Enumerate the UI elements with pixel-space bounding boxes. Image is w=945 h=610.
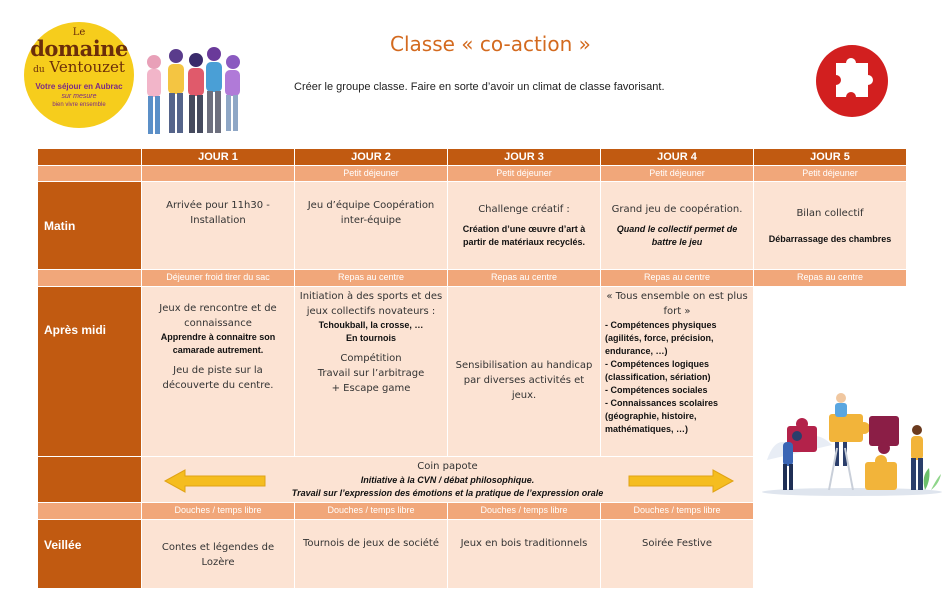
coin-papote-line: Travail sur l’expression des émotions et la pratique de l’expression orale — [291, 488, 604, 498]
meal-label-empty — [38, 503, 142, 520]
activity-title: Travail sur l’arbitrage — [317, 368, 425, 379]
apres-midi-day1 — [142, 287, 295, 457]
row-label-apres-midi: Après midi — [38, 287, 142, 457]
logo-line: sur mesure — [61, 93, 97, 100]
apres-midi-day4 — [601, 287, 754, 457]
matin-day4 — [601, 182, 754, 270]
meal-label-empty — [38, 270, 142, 287]
header-corner — [38, 149, 142, 166]
activity-title: Bilan collectif — [796, 207, 864, 219]
veillee-day2 — [295, 520, 448, 589]
activity-text: Jeu d’équipe Coopération inter-équipe — [307, 200, 435, 226]
breakfast-cell — [142, 166, 295, 182]
row-label-empty — [38, 457, 142, 503]
lunch-cell: Repas au centre — [601, 270, 754, 287]
veillee-day3 — [448, 520, 601, 589]
lunch-cell: Déjeuner froid tirer du sac — [142, 270, 295, 287]
activity-text: Jeux en bois traditionnels — [460, 538, 588, 549]
coin-papote-line: Initiative à la CVN / débat philosophique. — [360, 475, 535, 485]
logo-line: domaine — [30, 36, 128, 61]
arrow-right-icon — [627, 468, 735, 494]
page-subtitle: Créer le groupe classe. Faire en sorte d’avoir un climat de classe favorisant. — [294, 81, 665, 93]
showers-cell: Douches / temps libre — [601, 503, 754, 520]
activity-title: Initiation à des sports et des jeux collectifs novateurs : — [299, 291, 443, 317]
page-title: Classe « co-action » — [390, 32, 591, 56]
logo-line: Le — [72, 27, 86, 38]
logo-line: Votre séjour en Aubrac — [35, 82, 123, 91]
puzzle-team-illustration — [757, 390, 943, 496]
apres-midi-day3 — [448, 287, 601, 457]
activity-detail: Création d’une œuvre d’art à partir de matériaux recyclés. — [462, 224, 586, 247]
day-header: JOUR 2 — [295, 149, 448, 166]
row-label-veillee: Veillée — [38, 520, 142, 589]
arrow-left-icon — [163, 468, 267, 494]
showers-cell: Douches / temps libre — [448, 503, 601, 520]
lunch-cell: Repas au centre — [754, 270, 907, 287]
list-item: - Connaissances scolaires (géographie, histoire, mathématiques, …) — [605, 398, 719, 434]
row-label-matin: Matin — [38, 182, 142, 270]
matin-day1 — [142, 182, 295, 270]
logo-line: du Ventouzet — [33, 58, 125, 76]
list-item: - Compétences physiques (agilités, force, précision, endurance, …) — [605, 320, 717, 356]
matin-day2 — [295, 182, 448, 270]
people-illustration — [138, 44, 250, 138]
activity-title: Grand jeu de coopération. — [611, 204, 743, 215]
logo — [24, 22, 134, 128]
showers-cell: Douches / temps libre — [295, 503, 448, 520]
breakfast-cell: Petit déjeuner — [601, 166, 754, 182]
lunch-cell: Repas au centre — [295, 270, 448, 287]
day-header: JOUR 4 — [601, 149, 754, 166]
logo-line: bien vivre ensemble — [52, 102, 106, 108]
activity-text: Soirée Festive — [642, 538, 712, 549]
breakfast-cell: Petit déjeuner — [754, 166, 907, 182]
activity-detail: Tchoukball, la crosse, … — [318, 320, 424, 330]
matin-day5 — [754, 182, 907, 270]
veillee-day4 — [601, 520, 754, 589]
day-header: JOUR 3 — [448, 149, 601, 166]
activity-detail: En tournois — [346, 333, 396, 343]
activity-title: Jeu de piste sur la découverte du centre. — [162, 365, 274, 391]
apres-midi-day2 — [295, 287, 448, 457]
lunch-cell: Repas au centre — [448, 270, 601, 287]
veillee-day1 — [142, 520, 295, 589]
activity-text: Contes et légendes de Lozère — [161, 542, 275, 568]
activity-text: Sensibilisation au handicap par diverses activités et jeux. — [455, 360, 593, 401]
day-header: JOUR 1 — [142, 149, 295, 166]
activity-detail: Apprendre à connaitre son camarade autrement. — [160, 332, 276, 355]
coin-papote-title: Coin papote — [417, 461, 478, 472]
activity-title: Challenge créatif : — [478, 204, 570, 215]
activity-title: + Escape game — [331, 383, 411, 394]
meal-label-empty — [38, 166, 142, 182]
activity-title: « Tous ensemble on est plus fort » — [606, 291, 748, 317]
matin-day3 — [448, 182, 601, 270]
activity-detail: Débarrassage des chambres — [768, 233, 892, 244]
puzzle-icon — [816, 45, 888, 117]
activity-title: Jeux de rencontre et de connaissance — [159, 303, 277, 329]
list-item: - Compétences sociales — [605, 385, 708, 395]
activity-detail: Quand le collectif permet de battre le jeu — [616, 224, 738, 247]
activity-text: Tournois de jeux de société — [303, 538, 439, 549]
activity-title: Compétition — [340, 353, 402, 364]
day-header: JOUR 5 — [754, 149, 907, 166]
breakfast-cell: Petit déjeuner — [448, 166, 601, 182]
breakfast-cell: Petit déjeuner — [295, 166, 448, 182]
list-item: - Compétences logiques (classification, sériation) — [605, 359, 711, 382]
activity-text: Arrivée pour 11h30 - Installation — [166, 200, 270, 226]
showers-cell: Douches / temps libre — [142, 503, 295, 520]
